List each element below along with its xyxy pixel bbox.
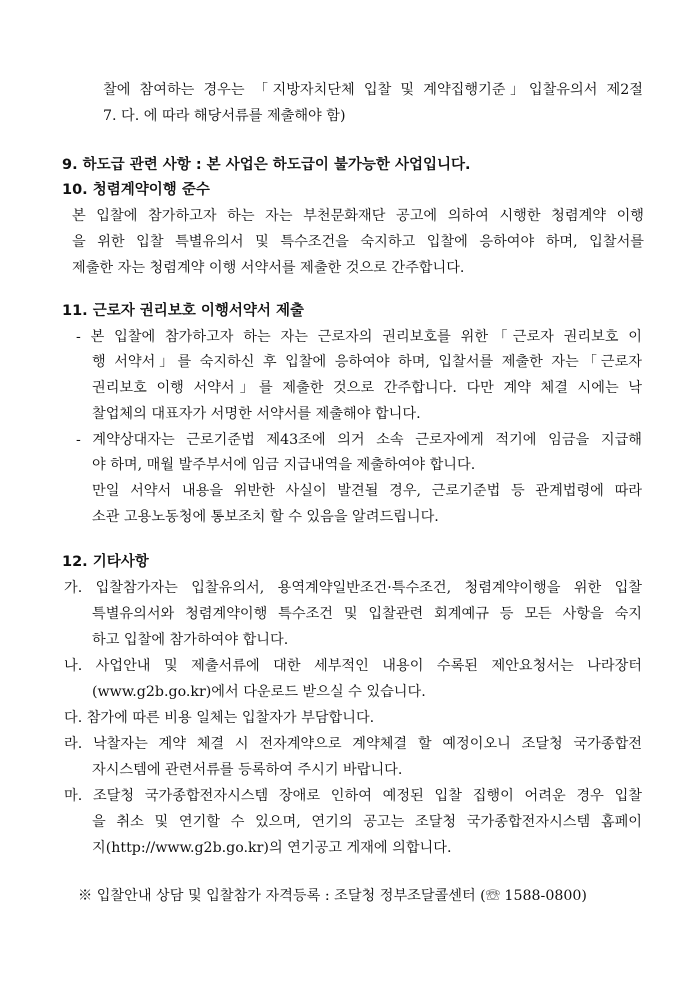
section-10-line-1: 본 입찰에 참가하고자 하는 자는 부천문화재단 공고에 의하여 시행한 청렴계약 이행 (72, 208, 644, 224)
section-12-ra-line-1: 라. 낙찰자는 계약 체결 시 전자계약으로 계약체결 할 예정이오니 조달청 국가종합전 (64, 736, 642, 752)
section-12-da-line-1: 다. 참가에 따른 비용 일체는 입찰자가 부담합니다. (64, 710, 375, 726)
intro-line-2: 7. 다. 에 따라 해당서류를 제출해야 함) (103, 108, 346, 124)
section-11-item1-line-2: 행 서약서」를 숙지하신 후 입찰에 응하여야 하며, 입찰서를 제출한 자는「근로자 (92, 354, 642, 370)
section-11-item2-line-3: 만일 서약서 내용을 위반한 사실이 발견될 경우, 근로기준법 등 관계법령에 따라 (92, 483, 642, 499)
footer-note: ※ 입찰안내 상담 및 입찰참가 자격등록 : 조달청 정부조달콜센터 (☏ 1588-0800) (78, 888, 587, 904)
section-10-line-2: 을 위한 입찰 특별유의서 및 특수조건을 숙지하고 입찰에 응하여야 하며, 입찰서를 (72, 234, 644, 250)
section-12-na-line-2: (www.g2b.go.kr)에서 다운로드 받으실 수 있습니다. (92, 684, 426, 700)
section-12-ga-line-3: 하고 입찰에 참가하여야 합니다. (92, 632, 289, 648)
intro-line-1: 찰에 참여하는 경우는 「지방자치단체 입찰 및 계약집행기준」입찰유의서 제2절 (103, 82, 643, 98)
section-12-ga-line-1: 가. 입찰참가자는 입찰유의서, 용역계약일반조건·특수조건, 청렴계약이행을 위한 입찰 (64, 580, 642, 596)
section-12-ma-line-2: 을 취소 및 연기할 수 있으며, 연기의 공고는 조달청 국가종합전자시스템 홈페이 (92, 814, 642, 830)
section-12-ga-line-2: 특별유의서와 청렴계약이행 특수조건 및 입찰관련 회계예규 등 모든 사항을 숙지 (92, 606, 642, 622)
section-12-ra-line-2: 자시스템에 관련서류를 등록하여 주시기 바랍니다. (92, 762, 403, 778)
section-11-item1-line-3: 권리보호 이행 서약서」를 제출한 것으로 간주합니다. 다만 계약 체결 시에는 낙 (92, 380, 642, 396)
section-11-heading: 11. 근로자 권리보호 이행서약서 제출 (62, 303, 304, 319)
section-10-line-3: 제출한 자는 청렴계약 이행 서약서를 제출한 것으로 간주합니다. (72, 260, 465, 276)
section-9-heading: 9. 하도급 관련 사항 : 본 사업은 하도급이 불가능한 사업입니다. (62, 157, 471, 173)
section-11-item2-line-1: - 계약상대자는 근로기준법 제43조에 의거 소속 근로자에게 적기에 임금을 지급해 (76, 432, 642, 448)
section-12-na-line-1: 나. 사업안내 및 제출서류에 대한 세부적인 내용이 수록된 제안요청서는 나라장터 (64, 658, 642, 674)
section-12-ma-line-3: 지(http://www.g2b.go.kr)의 연기공고 게재에 의합니다. (92, 840, 452, 856)
section-11-item2-line-4: 소관 고용노동청에 통보조치 할 수 있음을 알려드립니다. (92, 509, 439, 525)
section-11-item1-line-1: - 본 입찰에 참가하고자 하는 자는 근로자의 권리보호를 위한「근로자 권리보호 이 (76, 329, 642, 345)
section-12-ma-line-1: 마. 조달청 국가종합전자시스템 장애로 인하여 예정된 입찰 집행이 어려운 경우 입찰 (64, 788, 642, 804)
section-10-heading: 10. 청렴계약이행 준수 (62, 182, 210, 198)
section-12-heading: 12. 기타사항 (62, 554, 149, 570)
section-11-item2-line-2: 야 하며, 매월 발주부서에 임금 지급내역을 제출하여야 합니다. (92, 457, 476, 473)
section-11-item1-line-4: 찰업체의 대표자가 서명한 서약서를 제출해야 합니다. (92, 406, 421, 422)
